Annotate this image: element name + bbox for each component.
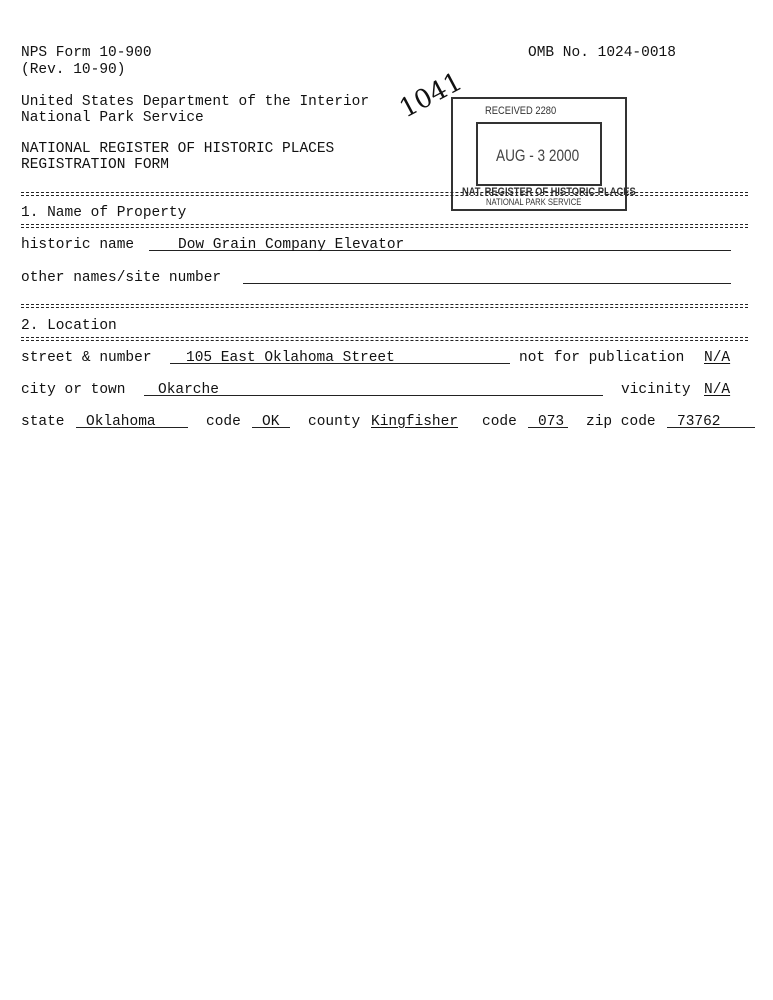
historic-name-label: historic name (21, 237, 135, 253)
section-rule (21, 304, 748, 305)
section-rule (21, 195, 748, 196)
section-rule (21, 192, 748, 193)
form-number: NPS Form 10-900 (21, 45, 152, 61)
county-label: county (308, 414, 361, 430)
other-names-line (243, 283, 731, 284)
city-label: city or town (21, 382, 126, 398)
section-rule (21, 307, 748, 308)
omb-number: OMB No. 1024-0018 (528, 45, 676, 61)
department-name: United States Department of the Interior (21, 94, 370, 110)
zip-label: zip code (586, 414, 656, 430)
register-title: NATIONAL REGISTER OF HISTORIC PLACES (21, 141, 335, 157)
vicinity-value: N/A (704, 382, 731, 398)
stamp-date: AUG - 3 2000 (496, 146, 580, 165)
section-rule (21, 337, 748, 338)
county-value: Kingfisher (371, 414, 459, 430)
section-rule (21, 224, 748, 225)
not-for-publication-label: not for publication (519, 350, 685, 366)
state-value: Oklahoma (86, 414, 156, 430)
city-value: Okarche (158, 382, 219, 398)
county-code-label: code (482, 414, 517, 430)
stamp-received: RECEIVED 2280 (485, 105, 557, 117)
stamp-service-line: NATIONAL PARK SERVICE (486, 197, 582, 207)
section-2-heading: 2. Location (21, 318, 117, 334)
state-label: state (21, 414, 65, 430)
zip-value: 73762 (677, 414, 721, 430)
form-title: REGISTRATION FORM (21, 157, 169, 173)
handwritten-note: 1041 (394, 66, 468, 125)
street-label: street & number (21, 350, 152, 366)
state-code-value: OK (262, 414, 280, 430)
vicinity-label: vicinity (621, 382, 691, 398)
section-rule (21, 227, 748, 228)
county-code-value: 073 (538, 414, 565, 430)
street-value: 105 East Oklahoma Street (186, 350, 395, 366)
stamp-register-line: NAT. REGISTER OF HISTORIC PLACES (462, 186, 636, 198)
section-1-heading: 1. Name of Property (21, 205, 187, 221)
not-for-publication-value: N/A (704, 350, 731, 366)
service-name: National Park Service (21, 110, 204, 126)
historic-name-value: Dow Grain Company Elevator (178, 237, 405, 253)
other-names-label: other names/site number (21, 270, 222, 286)
state-code-label: code (206, 414, 241, 430)
form-revision: (Rev. 10-90) (21, 62, 126, 78)
section-rule (21, 340, 748, 341)
